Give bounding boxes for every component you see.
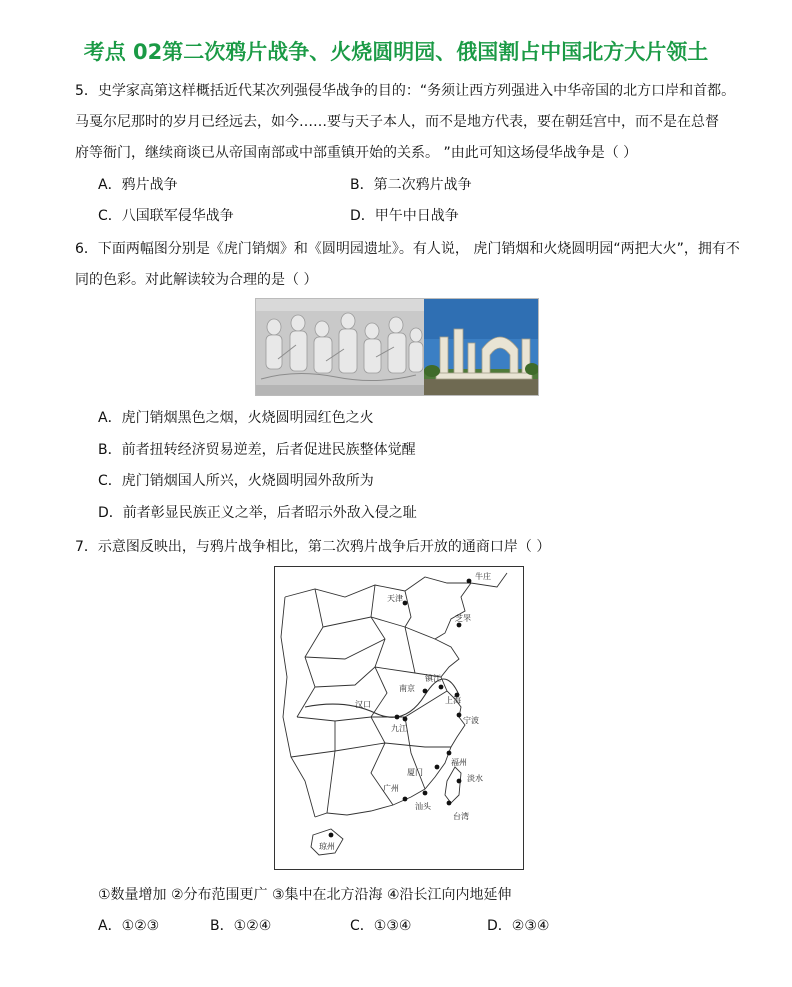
q6-option-b[interactable]: B．前者扭转经济贸易逆差，后者促进民族整体觉醒 [98,442,416,458]
q6-figure-svg [256,299,538,395]
q5-stem-line3: 府等衙门，继续商谈已从帝国南部或中部重镇开始的关系。 ”由此可知这场侵华战争是（ ） [75,145,638,161]
q5-option-a[interactable]: A．鸦片战争 [98,177,178,193]
map-label-niuzhuang: 牛庄 [475,572,491,581]
q5-option-c[interactable]: C．八国联军侵华战争 [98,208,234,224]
q7-option-c[interactable]: C．①③④ [350,918,412,934]
q6-option-a[interactable]: A．虎门销烟黑色之烟，火烧圆明园红色之火 [98,410,374,426]
q5-stem-line2: 马戛尔尼那时的岁月已经远去，如今……要与天子本人，而不是地方代表，要在朝廷宫中，而不是在总督 [75,114,719,130]
map-label-hankou: 汉口 [355,700,371,709]
map-borders [281,573,507,855]
map-label-taiwan: 台湾 [453,812,469,821]
q6-option-d[interactable]: D．前者彰显民族正义之举，后者昭示外敌入侵之耻 [98,505,417,521]
page-title: 考点 02第二次鸦片战争、火烧圆明园、俄国割占中国北方大片领土 [83,40,709,64]
yuanmingyuan-ruins-image [424,299,538,395]
q7-option-d[interactable]: D．②③④ [487,918,550,934]
q7-statements: ①数量增加 ②分布范围更广 ③集中在北方沿海 ④沿长江向内地延伸 [98,887,512,903]
q7-stem: 7．示意图反映出，与鸦片战争相比，第二次鸦片战争后开放的通商口岸（ ） [75,539,551,555]
map-label-danshui: 淡水 [467,774,483,783]
map-label-jiujiang: 九江 [391,724,407,733]
q5-stem-line1: 5．史学家高第这样概括近代某次列强侵华战争的目的：“务须让西方列强进入中华帝国的北方口岸和首都。 [75,83,736,99]
q7-option-b[interactable]: B．①②④ [210,918,272,934]
q5-option-d[interactable]: D．甲午中日战争 [350,208,459,224]
humen-relief-image [256,299,424,395]
port-markers [329,579,472,838]
q6-figure-pair [255,298,539,396]
map-label-guangzhou: 广州 [383,784,399,793]
map-label-nanjing: 南京 [399,684,415,693]
q7-option-a[interactable]: A．①②③ [98,918,160,934]
q6-stem-line2: 同的色彩。对此解读较为合理的是（ ） [75,272,318,288]
map-label-xiamen: 厦门 [407,768,423,777]
map-label-zhenjiang: 镇江 [425,674,441,683]
q6-option-c[interactable]: C．虎门销烟国人所兴，火烧圆明园外敌所为 [98,473,374,489]
map-label-tianjin: 天津 [387,594,403,603]
treaty-ports-map-svg [275,567,523,869]
q6-stem-line1: 6．下面两幅图分别是《虎门销烟》和《圆明园遗址》。有人说， 虎门销烟和火烧圆明园“两把大火”，拥有不 [75,241,740,257]
map-label-ningbo: 宁波 [463,716,479,725]
map-label-shanghai: 上海 [445,696,461,705]
map-label-qiongzhou: 琼州 [319,842,335,851]
map-label-fuzhou: 福州 [451,758,467,767]
q5-option-b[interactable]: B．第二次鸦片战争 [350,177,472,193]
treaty-ports-map [274,566,524,870]
map-label-shantou: 汕头 [415,802,431,811]
map-label-zhifu: 芝罘 [455,614,471,623]
